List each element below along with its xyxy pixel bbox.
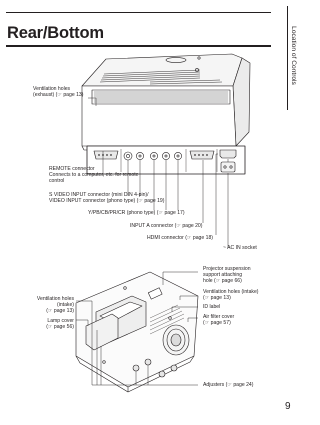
vent-intake-left-line-3: (☞ page 13) [46,308,74,315]
vent-intake-right-line-2: (☞ page 13) [203,295,231,302]
remote-line-1: REMOTE connector [49,166,95,172]
suspension-line-1: Projector suspension [203,266,251,272]
vent-intake-left-line-2: (intake) [57,302,74,309]
component-video-callout: Y/PB/CB/PR/CR (phono type) (☞ page 17) [88,210,185,216]
vent-exhaust-line-1: Ventilation holes [33,86,71,92]
input-a-callout: INPUT A connector (☞ page 20) [130,223,203,229]
suspension-line-3: hole (☞ page 66) [203,278,242,285]
svideo-line-1: S VIDEO INPUT connector (mini DIN 4-pin)/ [49,192,149,198]
adjusters-callout: Adjusters (☞ page 24) [203,382,254,388]
air-filter-line-1: Air filter cover [203,314,235,320]
vent-exhaust-callout [33,86,83,98]
id-label-callout: ID label [203,304,221,310]
vent-intake-right-line-1: Ventilation holes (intake) [203,289,259,295]
ac-in-label: AC IN socket [227,245,257,251]
section-side-tab-label: Location of Controls [289,25,297,85]
ac-tilde-icon: ~ [223,245,226,251]
vent-intake-right-callout [203,289,259,301]
page-number: 9 [285,401,291,412]
vent-intake-left-line-1: Ventilation holes [36,296,74,302]
hdmi-callout: HDMI connector (☞ page 18) [147,235,214,241]
rear-view-projector [82,54,250,150]
svideo-video-callout [49,192,164,204]
vent-intake-left-callout [37,296,74,314]
lamp-cover-line-2: (☞ page 56) [46,324,74,331]
page-title: Rear/Bottom [7,24,104,42]
svideo-line-2: VIDEO INPUT connector (phono type) (☞ page 19) [49,198,165,205]
suspension-hole-callout [203,266,251,284]
lamp-cover-line-1: Lamp cover [47,318,74,324]
remote-line-2: Connects to a computer, etc. for remote [49,172,139,179]
remote-connector-callout [49,166,138,184]
suspension-line-2: support attaching [203,272,243,279]
remote-line-3: control [49,178,65,185]
air-filter-line-2: (☞ page 57) [203,320,231,327]
air-filter-cover-callout [203,314,234,326]
ac-in-callout [223,245,257,251]
vent-exhaust-line-2: (exhaust) (☞ page 13) [33,92,84,99]
lamp-cover-callout [46,318,74,330]
bottom-view-projector [76,272,198,392]
